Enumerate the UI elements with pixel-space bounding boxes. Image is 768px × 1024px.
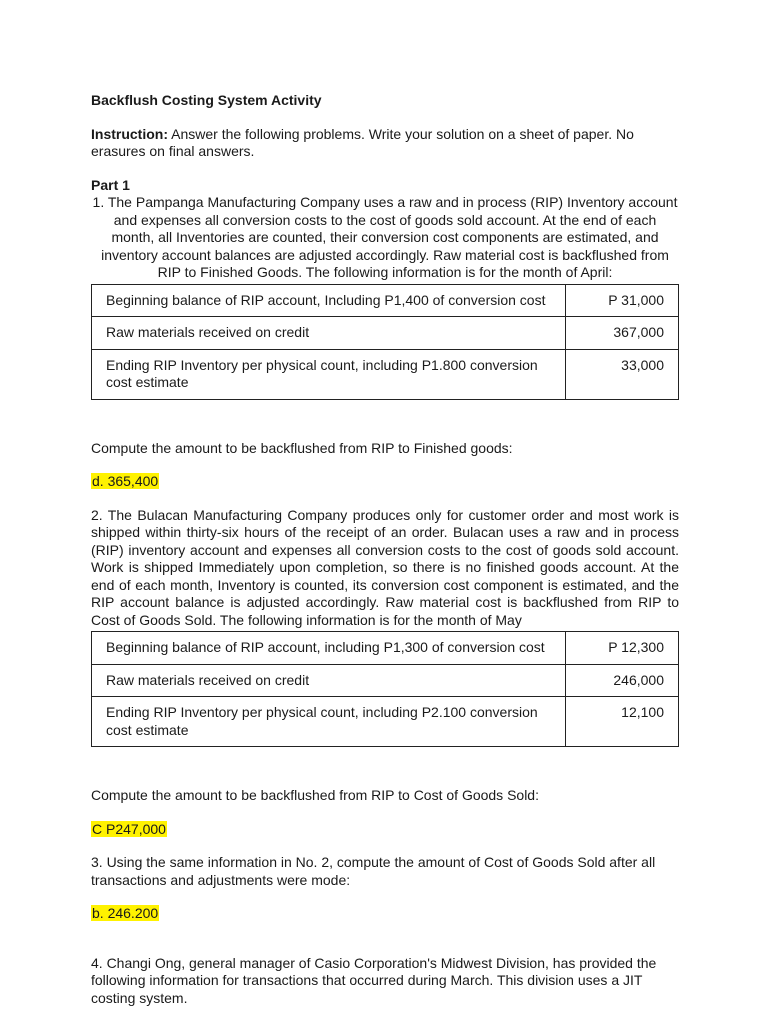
table-cell-amount: 33,000	[566, 349, 679, 399]
problem-1-question: Compute the amount to be backflushed from RIP to Finished goods:	[91, 439, 513, 456]
instruction-text: Answer the following problems. Write your solution on a sheet of paper. No erasures on final answers.	[91, 125, 634, 159]
table-cell-amount: 246,000	[566, 664, 679, 697]
table-cell-desc: Ending RIP Inventory per physical count, including P1.800 conversion cost estimate	[92, 349, 566, 399]
table-cell-desc: Raw materials received on credit	[92, 317, 566, 350]
table-row	[92, 697, 679, 747]
problem-1-table	[91, 284, 679, 400]
table-row	[92, 284, 679, 317]
table-row	[92, 349, 679, 399]
table-cell-amount: P 12,300	[566, 632, 679, 665]
problem-2-answer: C P247,000	[92, 820, 166, 837]
problem-2-table	[91, 631, 679, 747]
problem-1-answer: d. 365,400	[92, 473, 159, 489]
table-cell-desc: Beginning balance of RIP account, including P1,300 of conversion cost	[92, 632, 566, 665]
problem-4-text: 4. Changi Ong, general manager of Casio Corporation's Midwest Division, has provided the following information for transactions that occurred during March. This division uses a JIT costing system.	[91, 954, 657, 1006]
table-row	[92, 317, 679, 350]
table-cell-desc: Raw materials received on credit	[92, 664, 566, 697]
table-cell-desc: Ending RIP Inventory per physical count, including P2.100 conversion cost estimate	[92, 697, 566, 747]
instruction	[91, 126, 679, 161]
table-cell-amount: P 31,000	[566, 284, 679, 317]
problem-3-text: 3. Using the same information in No. 2, compute the amount of Cost of Goods Sold after all transactions and adjustments were mode:	[91, 854, 656, 888]
table-row	[92, 664, 679, 697]
problem-2-text: 2. The Bulacan Manufacturing Company produces only for customer order and most work is shipped within thirty-six hours of the receipt of an order. Bulacan uses a raw and in process (RIP) inventory account and expenses all conversion costs to the cost of goods sold account. Work is shipped Immediately upon completion, so there is no finished goods account. At the end of each month, Inventory is counted, its conversion cost component is estimated, and the RIP account balance is adjusted accordingly. Raw material cost is backflushed from RIP to Cost of Goods Sold. The following information is for the month of May	[91, 506, 679, 628]
table-cell-amount: 12,100	[566, 697, 679, 747]
part-heading: Part 1	[91, 176, 130, 193]
table-cell-amount: 367,000	[566, 317, 679, 350]
document-page	[91, 92, 679, 1007]
problem-1-text: 1. The Pampanga Manufacturing Company uses a raw and in process (RIP) Inventory account and expenses all conversion costs to the cost of goods sold account. At the end of each month, all Inventories are counted, their conversion cost components are estimated, and inventory account balances are adjusted accordingly. Raw material cost is backflushed from RIP to Finished Goods. The following information is for the month of April:	[92, 194, 678, 280]
instruction-label: Instruction:	[91, 125, 168, 142]
table-row	[92, 632, 679, 665]
problem-2-question: Compute the amount to be backflushed from RIP to Cost of Goods Sold:	[91, 787, 539, 803]
problem-3-answer: b. 246.200	[92, 905, 159, 921]
document-title: Backflush Costing System Activity	[91, 92, 322, 108]
table-cell-desc: Beginning balance of RIP account, Including P1,400 of conversion cost	[92, 284, 566, 317]
